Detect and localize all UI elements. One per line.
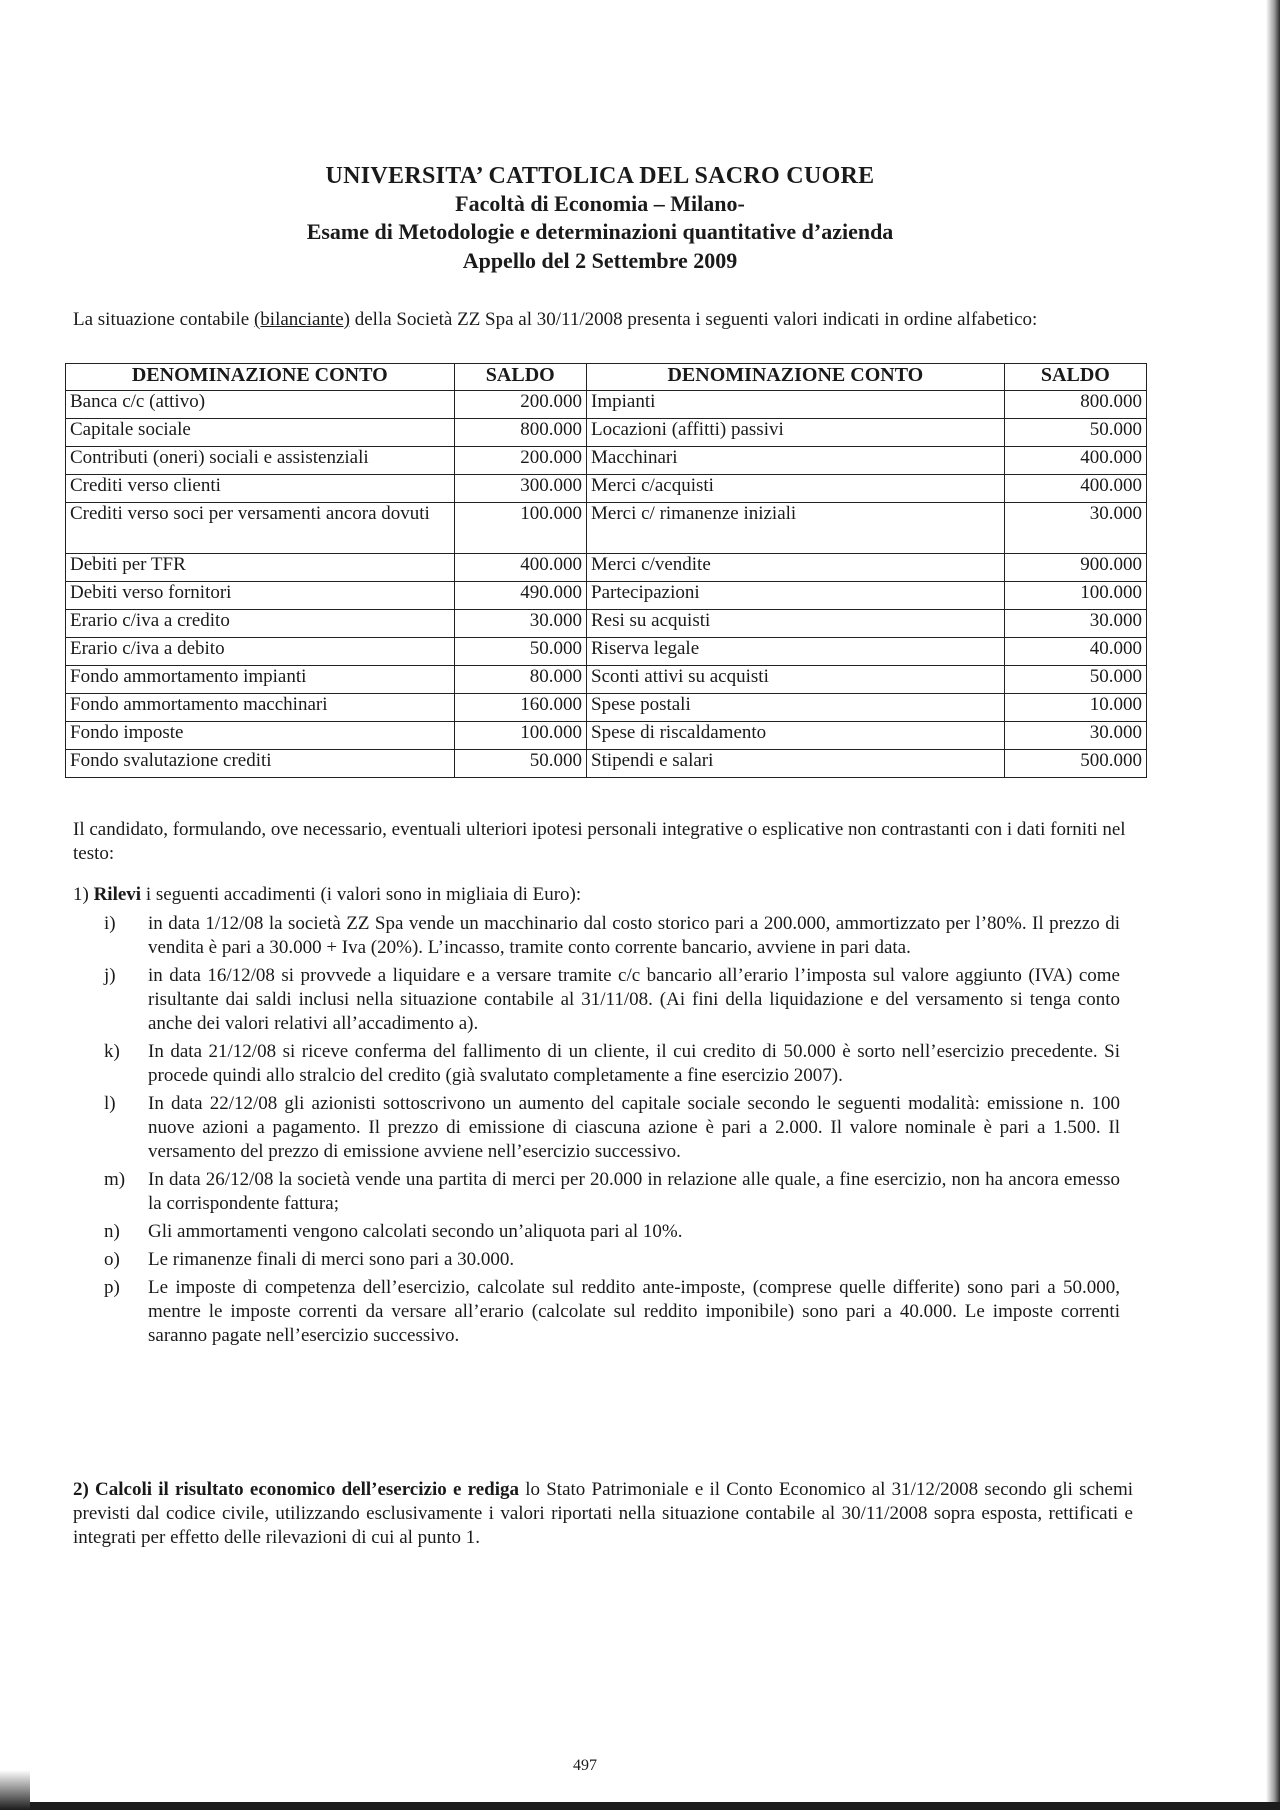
intro-after: della Società ZZ Spa al 30/11/2008 presenta i seguenti valori indicati in ordine alfabetico: (349, 309, 1038, 330)
right-balance: 30.000 (1004, 610, 1146, 638)
right-balance: 800.000 (1004, 391, 1146, 419)
item-text: Le imposte di competenza dell’esercizio, calcolate sul reddito ante-imposte, (comprese quelle differite) sono pari a 50.000, mentre le imposte correnti da versare all’erario (calcolate sul reddito imponibile) sono pari a 40.000. Le imposte correnti saranno pagate nell’esercizio successivo. (148, 1277, 1120, 1346)
item-letter: i) (104, 913, 116, 934)
list-item (100, 1220, 1120, 1244)
question-1 (73, 883, 1133, 907)
faculty-title: Facoltà di Economia – Milano- (455, 191, 745, 216)
right-balance: 30.000 (1004, 503, 1146, 554)
list-item (100, 912, 1120, 960)
right-balance: 900.000 (1004, 554, 1146, 582)
right-balance: 40.000 (1004, 638, 1146, 666)
university-title: UNIVERSITA’ CATTOLICA DEL SACRO CUORE (325, 163, 875, 189)
right-balance: 400.000 (1004, 475, 1146, 503)
left-account-name: Fondo svalutazione crediti (66, 750, 455, 778)
intro-underlined: (bilanciante) (253, 309, 350, 330)
intro-before: La situazione contabile (73, 309, 254, 330)
item-text: In data 21/12/08 si riceve conferma del fallimento di un cliente, il cui credito di 50.000 è sorto nell’esercizio precedente. Si procede quindi allo stralcio del credito (già svalutato completamente a fine esercizio 2007). (148, 1041, 1120, 1086)
left-account-name: Debiti per TFR (66, 554, 455, 582)
left-balance: 490.000 (454, 582, 587, 610)
list-item (100, 1276, 1120, 1348)
left-account-name: Debiti verso fornitori (66, 582, 455, 610)
left-balance: 50.000 (454, 750, 587, 778)
left-account-name: Capitale sociale (66, 419, 455, 447)
item-text: in data 1/12/08 la società ZZ Spa vende un macchinario dal costo storico pari a 200.000, ammortizzato per l’80%. Il prezzo di vendita è pari a 30.000 + Iva (20%). L’incasso, tramite conto corrente bancario, avviene in pari data. (148, 913, 1120, 958)
right-balance: 50.000 (1004, 419, 1146, 447)
left-account-name: Fondo ammortamento impianti (66, 666, 455, 694)
table-row (66, 503, 1147, 554)
left-balance: 300.000 (454, 475, 587, 503)
item-letter: l) (104, 1093, 116, 1114)
right-account-name: Locazioni (affitti) passivi (587, 419, 1005, 447)
right-account-name: Spese di riscaldamento (587, 722, 1005, 750)
left-balance: 800.000 (454, 419, 587, 447)
list-item (100, 1248, 1120, 1272)
accounts-table (65, 363, 1147, 778)
right-balance: 50.000 (1004, 666, 1146, 694)
item-text: in data 16/12/08 si provvede a liquidare e a versare tramite c/c bancario all’erario l’imposta sul valore aggiunto (IVA) come risultante dai saldi inclusi nella situazione contabile al 31/11/08. (Ai fini della liquidazione e del versamento si tenga conto anche dei valori relativi all’accadimento a). (148, 965, 1120, 1034)
right-balance: 100.000 (1004, 582, 1146, 610)
candidate-instructions: Il candidato, formulando, ove necessario, eventuali ulteriori ipotesi personali integrative o esplicative non contrastanti con i dati forniti nel testo: (73, 819, 1126, 864)
left-account-name: Erario c/iva a credito (66, 610, 455, 638)
header-account-name-right: DENOMINAZIONE CONTO (587, 364, 1005, 391)
question-2 (73, 1478, 1133, 1550)
left-account-name: Crediti verso soci per versamenti ancora dovuti (66, 503, 455, 554)
table-row (66, 582, 1147, 610)
exam-title: Esame di Metodologie e determinazioni quantitative d’azienda (306, 219, 894, 244)
item-text: Gli ammortamenti vengono calcolati secondo un’aliquota pari al 10%. (148, 1221, 683, 1242)
left-balance: 80.000 (454, 666, 587, 694)
table-row (66, 447, 1147, 475)
question-2-text: lo Stato Patrimoniale e il Conto Economico al 31/12/2008 secondo gli schemi previsti dal codice civile, utilizzando esclusivamente i valori riportati nella situazione contabile al 30/11/2008 sopra esposta, rettificati e integrati per effetto delle rilevazioni di cui al punto 1. (73, 1479, 1133, 1548)
item-letter: m) (104, 1169, 126, 1190)
table-row (66, 722, 1147, 750)
exam-date: Appello del 2 Settembre 2009 (462, 248, 738, 273)
right-account-name: Spese postali (587, 694, 1005, 722)
left-account-name: Banca c/c (attivo) (66, 391, 455, 419)
header-balance-right: SALDO (1004, 364, 1146, 391)
table-row (66, 694, 1147, 722)
list-item (100, 1040, 1120, 1088)
left-balance: 200.000 (454, 391, 587, 419)
table-row (66, 610, 1147, 638)
scan-edge-bottom (0, 1802, 1280, 1810)
left-account-name: Contributi (oneri) sociali e assistenziali (66, 447, 455, 475)
table-row (66, 638, 1147, 666)
scan-edge-right (1266, 0, 1280, 1810)
right-balance: 30.000 (1004, 722, 1146, 750)
right-account-name: Riserva legale (587, 638, 1005, 666)
left-balance: 100.000 (454, 503, 587, 554)
item-letter: p) (104, 1277, 120, 1298)
left-account-name: Crediti verso clienti (66, 475, 455, 503)
item-letter: o) (104, 1249, 120, 1270)
question-2-heading: 2) Calcoli il risultato economico dell’esercizio e rediga (73, 1479, 519, 1500)
list-item (100, 1092, 1120, 1164)
list-item (100, 1168, 1120, 1216)
events-list (100, 912, 1120, 1352)
header-account-name-left: DENOMINAZIONE CONTO (66, 364, 455, 391)
table-header-row (66, 364, 1147, 391)
list-item (100, 964, 1120, 1036)
table-row (66, 475, 1147, 503)
question-1-text: i seguenti accadimenti (i valori sono in migliaia di Euro): (141, 884, 582, 905)
left-balance: 200.000 (454, 447, 587, 475)
right-balance: 500.000 (1004, 750, 1146, 778)
left-balance: 50.000 (454, 638, 587, 666)
left-account-name: Erario c/iva a debito (66, 638, 455, 666)
item-text: In data 22/12/08 gli azionisti sottoscrivono un aumento del capitale sociale secondo le seguenti modalità: emissione n. 100 nuove azioni a pagamento. Il prezzo di emissione di ciascuna azione è pari a 2.000. Il valore nominale è pari a 1.500. Il versamento del prezzo di emissione avviene nell’esercizio successivo. (148, 1093, 1120, 1162)
question-1-verb: Rilevi (93, 884, 142, 905)
item-letter: j) (104, 965, 116, 986)
table-row (66, 554, 1147, 582)
header-balance-left: SALDO (454, 364, 587, 391)
right-account-name: Sconti attivi su acquisti (587, 666, 1005, 694)
question-1-number: 1) (73, 884, 94, 905)
right-account-name: Impianti (587, 391, 1005, 419)
intro-paragraph (73, 308, 1133, 332)
left-balance: 100.000 (454, 722, 587, 750)
right-account-name: Macchinari (587, 447, 1005, 475)
right-account-name: Merci c/vendite (587, 554, 1005, 582)
right-account-name: Partecipazioni (587, 582, 1005, 610)
right-account-name: Resi su acquisti (587, 610, 1005, 638)
page-number: 497 (573, 1757, 597, 1774)
item-text: Le rimanenze finali di merci sono pari a 30.000. (148, 1249, 515, 1270)
right-balance: 10.000 (1004, 694, 1146, 722)
right-account-name: Stipendi e salari (587, 750, 1005, 778)
left-balance: 30.000 (454, 610, 587, 638)
right-account-name: Merci c/acquisti (587, 475, 1005, 503)
left-balance: 160.000 (454, 694, 587, 722)
right-balance: 400.000 (1004, 447, 1146, 475)
right-account-name: Merci c/ rimanenze iniziali (587, 503, 1005, 554)
left-account-name: Fondo ammortamento macchinari (66, 694, 455, 722)
left-account-name: Fondo imposte (66, 722, 455, 750)
table-row (66, 391, 1147, 419)
table-row (66, 750, 1147, 778)
left-balance: 400.000 (454, 554, 587, 582)
item-letter: n) (104, 1221, 120, 1242)
item-text: In data 26/12/08 la società vende una partita di merci per 20.000 in relazione alle quale, a fine esercizio, non ha ancora emesso la corrispondente fattura; (148, 1169, 1120, 1214)
table-row (66, 666, 1147, 694)
scan-edge-bottom-left (0, 1770, 30, 1810)
item-letter: k) (104, 1041, 120, 1062)
table-row (66, 419, 1147, 447)
